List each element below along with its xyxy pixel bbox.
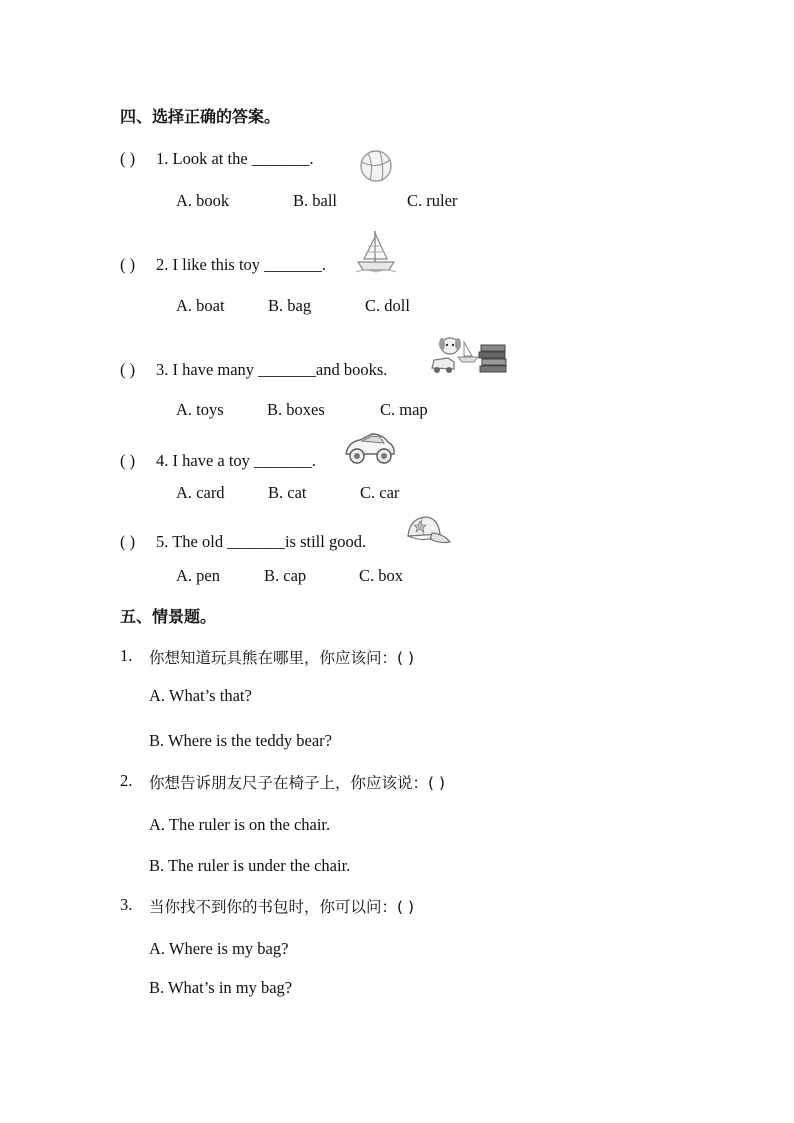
toy-car-icon	[342, 428, 398, 468]
option-b: B. bag	[268, 296, 312, 315]
option-a: A. What’s that?	[149, 686, 252, 705]
question-text: 3. I have many _______and books.	[156, 360, 388, 379]
question-prompt[interactable]: 你想告诉朋友尺子在椅子上，你应该说：( )	[149, 774, 446, 792]
option-b: B. What’s in my bag?	[149, 978, 293, 997]
section-4-title: 四、选择正确的答案。	[120, 107, 281, 126]
question-text: 1. Look at the _______.	[156, 149, 314, 168]
option-a: A. card	[176, 483, 225, 502]
sailboat-icon	[354, 228, 398, 274]
option-a: A. The ruler is on the chair.	[149, 815, 331, 834]
option-b: B. The ruler is under the chair.	[149, 856, 351, 875]
option-c: C. map	[380, 400, 428, 419]
option-a: A. pen	[176, 566, 220, 585]
question-prompt[interactable]: 当你找不到你的书包时，你可以问：( )	[149, 898, 415, 916]
answer-paren[interactable]: ( )	[120, 451, 136, 470]
option-c: C. box	[359, 566, 404, 585]
question-text: 2. I like this toy _______.	[156, 255, 327, 274]
option-b: B. Where is the teddy bear?	[149, 731, 332, 750]
cap-icon	[402, 512, 452, 550]
option-a: A. book	[176, 191, 230, 210]
option-c: C. ruler	[407, 191, 458, 210]
answer-paren[interactable]: ( )	[120, 149, 136, 168]
question-text: 4. I have a toy _______.	[156, 451, 316, 470]
question-number: 1.	[120, 646, 133, 665]
option-a: A. toys	[176, 400, 224, 419]
option-c: C. car	[360, 483, 400, 502]
question-prompt[interactable]: 你想知道玩具熊在哪里，你应该问：( )	[149, 649, 415, 667]
question-number: 2.	[120, 771, 133, 790]
option-a: A. Where is my bag?	[149, 939, 289, 958]
section-5-title: 五、情景题。	[120, 607, 217, 626]
option-b: B. ball	[293, 191, 337, 210]
option-b: B. cap	[264, 566, 307, 585]
ball-icon	[358, 148, 394, 184]
option-b: B. cat	[268, 483, 307, 502]
option-a: A. boat	[176, 296, 225, 315]
toys-and-books-icon	[428, 332, 510, 376]
answer-paren[interactable]: ( )	[120, 532, 136, 551]
question-number: 3.	[120, 895, 133, 914]
option-c: C. doll	[365, 296, 410, 315]
answer-paren[interactable]: ( )	[120, 360, 136, 379]
question-text: 5. The old _______is still good.	[156, 532, 367, 551]
answer-paren[interactable]: ( )	[120, 255, 136, 274]
option-b: B. boxes	[267, 400, 325, 419]
